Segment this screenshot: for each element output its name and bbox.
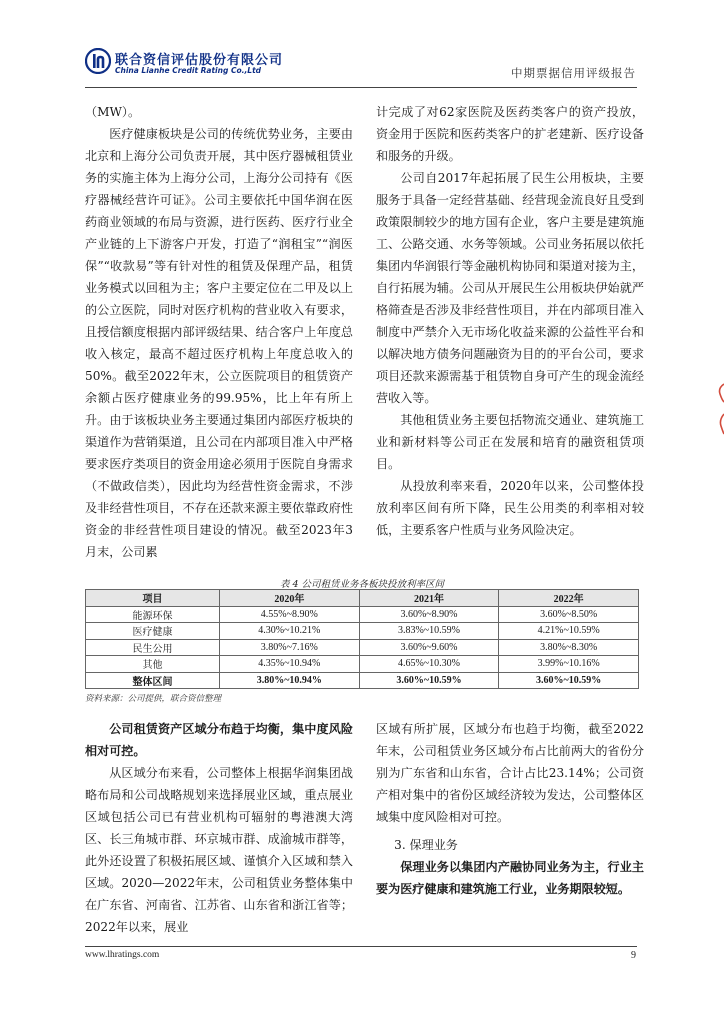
- table-cell: 3.83%~10.59%: [359, 623, 499, 640]
- subsection-heading: 3. 保理业务: [394, 838, 458, 852]
- table-row: [86, 606, 639, 623]
- left-column: [85, 101, 353, 563]
- rate-table: [85, 589, 639, 689]
- paragraph: 从区域分布来看，公司整体上根据华润集团战略布局和公司战略规划来选择展业区域，重点展业区域包括公司已有营业机构可辐射的粤港澳大湾区、长三角城市群、环京城市群、成渝城市群等，此外还设置了积极拓展区域、谨慎介入区域和禁入区域。2020—2022年末，公司租赁业务整体集中在广东省、河南省、江苏省、山东省和浙江省等；2022年以来，展业: [85, 766, 353, 934]
- table-cell: 4.30%~10.21%: [220, 623, 360, 640]
- page-number: 9: [631, 950, 636, 961]
- table-cell: 4.55%~8.90%: [220, 606, 360, 623]
- table-cell: 3.60%~10.59%: [499, 672, 639, 689]
- table-cell: 3.80%~8.30%: [499, 639, 639, 656]
- table-header-cell: 项目: [86, 590, 220, 607]
- footer-url: www.lhratings.com: [85, 950, 160, 960]
- report-title: 中期票据信用评级报告: [511, 66, 636, 80]
- paragraph: 区域有所扩展，区域分布也趋于均衡，截至2022年末，公司租赁业务区域分布占比前两大的省份分别为广东省和山东省，合计占比23.14%；公司资产相对集中的省份区域经济较为发达，公司整体区域集中度风险相对可控。: [376, 722, 644, 824]
- table-cell: 能源环保: [86, 606, 220, 623]
- right-column: [376, 101, 644, 541]
- header-divider: [85, 87, 637, 88]
- table-cell: 整体区间: [86, 672, 220, 689]
- table-cell: 3.99%~10.16%: [499, 656, 639, 673]
- table-cell: 4.65%~10.30%: [359, 656, 499, 673]
- body-columns: [85, 101, 644, 561]
- table-cell: 3.60%~8.50%: [499, 606, 639, 623]
- paragraph: 计完成了对62家医院及医药类客户的资产投放，资金用于医院和医药类客户的扩老建新、医疗设备和服务的升级。: [376, 105, 644, 163]
- table-row: [86, 623, 639, 640]
- table-header-cell: 2020年: [220, 590, 360, 607]
- lower-right-column: [376, 718, 644, 900]
- table-cell: 医疗健康: [86, 623, 220, 640]
- paragraph: 公司自2017年起拓展了民生公用板块，主要服务于具备一定经营基础、经营现金流良好且受到政策限制较少的地方国有企业，客户主要是建筑施工、公路交通、水务等领域。公司业务拓展以依托集团内华润银行等金融机构协同和渠道对接为主，自行拓展为辅。公司从开展民生公用板块伊始就严格筛查是否涉及非经营性项目，并在内部项目准入制度中严禁介入无市场化收益来源的公益性平台和以解决地方债务问题融资为目的的平台公司，要求项目还款来源需基于租赁物自身可产生的现金流经营收入等。: [376, 171, 644, 405]
- table-cell: 民生公用: [86, 639, 220, 656]
- paragraph: （MW）。: [85, 105, 141, 119]
- company-name-cn: 联合资信评估股份有限公司: [115, 53, 284, 68]
- paragraph: 其他租赁业务主要包括物流交通业、建筑施工业和新材料等公司正在发展和培育的融资租赁项目。: [376, 413, 644, 471]
- company-name-en: China Lianhe Credit Rating Co.,Ltd: [115, 66, 262, 75]
- footer-divider: [85, 946, 637, 947]
- paragraph: 医疗健康板块是公司的传统优势业务，主要由北京和上海分公司负责开展，其中医疗器械租赁业务的实施主体为上海分公司，上海分公司持有《医疗器械经营许可证》。公司主要依托中国华润在医药商业领域的布局与资源，进行医药、医疗行业全产业链的上下游客户开发，打造了“润租宝”“润医保”“收款易”等有针对性的租赁及保理产品，租赁业务模式以回租为主；客户主要定位在二甲及以上的公立医院，同时对医疗机构的营业收入有要求，且授信额度根据内部评级结果、结合客户上年度总收入核定，最高不超过医疗机构上年度总收入的50%。截至2022年末，公立医院项目的租赁资产余额占医疗健康业务的99.95%，比上年有所上升。由于该板块业务主要通过集团内部医疗板块的渠道作为营销渠道，且公司在内部项目准入中严格要求医疗类项目的资金用途必须用于医院自身需求（不做政信类），因此均为经营性资金需求，不涉及非经营性项目，不存在还款来源主要依靠政府性资金的非经营性项目建设的情况。截至2023年3月末，公司累: [85, 127, 353, 559]
- page-header: [0, 0, 724, 90]
- table-cell: 3.60%~9.60%: [359, 639, 499, 656]
- table-cell: 3.60%~8.90%: [359, 606, 499, 623]
- section-heading: 公司租赁资产区域分布趋于均衡，集中度风险相对可控。: [85, 722, 353, 758]
- table-cell: 4.35%~10.94%: [220, 656, 360, 673]
- edge-stamp-icon: [716, 380, 724, 440]
- table-header-cell: 2022年: [499, 590, 639, 607]
- lower-left-column: [85, 718, 353, 938]
- table-title: 表 4 公司租赁业务各板块投放利率区间: [279, 579, 445, 590]
- table-cell: 3.80%~7.16%: [220, 639, 360, 656]
- table-cell: 3.60%~10.59%: [359, 672, 499, 689]
- table-source: 资料来源：公司提供，联合资信整理: [85, 694, 222, 704]
- paragraph: 从投放利率来看，2020年以来，公司整体投放利率区间有所下降，民生公用类的利率相对较低，主要系客户性质与业务风险决定。: [376, 479, 644, 537]
- body-columns-lower: [85, 718, 644, 938]
- table-header-row: [86, 590, 639, 607]
- lianhe-logo-icon: [85, 48, 111, 74]
- table-header-cell: 2021年: [359, 590, 499, 607]
- table-total-row: [86, 672, 639, 689]
- table-row: [86, 639, 639, 656]
- table-cell: 3.80%~10.94%: [220, 672, 360, 689]
- table-row: [86, 656, 639, 673]
- section-summary: 保理业务以集团内产融协同业务为主，行业主要为医疗健康和建筑施工行业，业务期限较短。: [376, 860, 644, 896]
- table-cell: 其他: [86, 656, 220, 673]
- table-cell: 4.21%~10.59%: [499, 623, 639, 640]
